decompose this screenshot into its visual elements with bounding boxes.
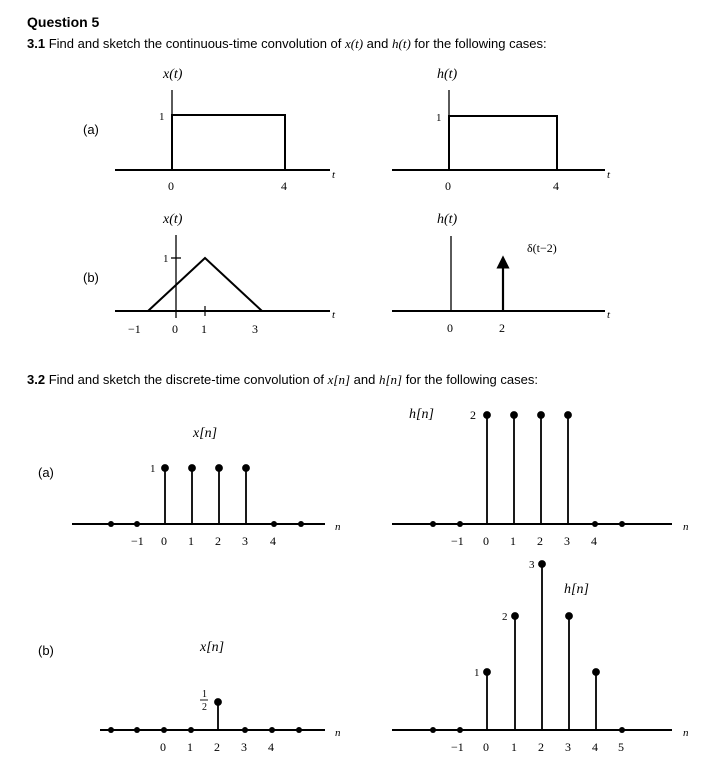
q31a-h-axis-label: t: [607, 169, 611, 181]
q32a-x-zero-sample: [298, 521, 304, 527]
q32b-x-tick-3: 3: [241, 740, 247, 754]
q31-text-after: for the following cases:: [414, 36, 547, 51]
q32b-x-tick-4: 4: [268, 740, 274, 754]
q32a-x-stem-dot: [189, 465, 195, 471]
q32b-h-amp-1: 1: [474, 667, 480, 679]
q32a-h-label: h[n]: [409, 407, 434, 422]
q32b-h-amp-3: 3: [529, 559, 535, 571]
q31b-h-tick-label-0: 0: [447, 321, 453, 335]
q32a-x-plot: [72, 426, 341, 548]
q32b-x-axis-label: n: [335, 727, 341, 739]
q31-case-a-label: (a): [83, 122, 99, 137]
q31b-x-label: x(t): [163, 212, 183, 227]
q31b-x-triangle: [148, 258, 262, 311]
q32b-x-zero-sample: [108, 727, 114, 733]
q32b-h-axis-label: n: [683, 727, 689, 739]
q32a-x-amp: 1: [150, 463, 156, 475]
q32b-x-zero-sample: [269, 727, 275, 733]
q32b-x-zero-sample: [296, 727, 302, 733]
q32b-h-stem-dot: [484, 669, 490, 675]
q32b-x-stem-group: [215, 699, 221, 730]
q31b-h-impulse-label: δ(t−2): [527, 241, 557, 255]
q31b-h-axis-label: t: [607, 309, 611, 321]
q32b-x-amp-num: 1: [202, 689, 207, 700]
q32b-h-plot: [392, 559, 689, 754]
q32b-h-tick-2: 2: [538, 740, 544, 754]
q31b-x-axis-label: t: [332, 309, 336, 321]
q31b-x-amp: 1: [163, 253, 169, 265]
q32a-x-tick-2: 2: [215, 534, 221, 548]
q32b-h-label: h[n]: [564, 582, 589, 597]
q31a-x-end: 4: [281, 179, 287, 193]
q31a-h-end: 4: [553, 179, 559, 193]
q32a-h-stem-dot: [511, 412, 517, 418]
q32a-h-zero-sample: [430, 521, 436, 527]
q32a-h-tick-2: 2: [537, 534, 543, 548]
q32a-x-tick-0: 0: [161, 534, 167, 548]
q32b-h-tick-4: 4: [592, 740, 598, 754]
q31-sig2: h(t): [392, 36, 411, 51]
q31b-h-label: h(t): [437, 212, 458, 227]
q32b-h-tick-m1: −1: [451, 740, 464, 754]
q31a-h-plot: [392, 67, 611, 193]
q31b-x-tick-label-m1: −1: [128, 322, 141, 336]
q32b-x-amp-den: 2: [202, 702, 207, 713]
q32a-h-stem-dot: [484, 412, 490, 418]
q32b-h-tick-0: 0: [483, 740, 489, 754]
q31a-x-start: 0: [168, 179, 174, 193]
q32a-h-zero-sample: [592, 521, 598, 527]
q32b-h-stem-dot: [593, 669, 599, 675]
q32b-h-zero-sample: [457, 727, 463, 733]
q31b-x-tick-label-3: 3: [252, 322, 258, 336]
q32a-h-amp: 2: [470, 408, 476, 422]
q31b-x-plot: [115, 212, 336, 336]
q31a-h-rect-pulse: [449, 116, 557, 170]
q32a-h-stem-dot: [565, 412, 571, 418]
q32b-x-zero-sample: [242, 727, 248, 733]
q32b-x-tick-0: 0: [160, 740, 166, 754]
q32b-x-tick-1: 1: [187, 740, 193, 754]
q32a-h-zero-sample: [619, 521, 625, 527]
q32b-x-stem-dot: [215, 699, 221, 705]
q32b-h-tick-5: 5: [618, 740, 624, 754]
q32a-h-tick-1: 1: [510, 534, 516, 548]
q31b-h-plot: [392, 212, 611, 335]
q32a-x-stem-dot: [162, 465, 168, 471]
q32a-x-label: x[n]: [193, 426, 218, 441]
q32a-x-stems: [162, 465, 249, 524]
q32a-h-tick-0: 0: [483, 534, 489, 548]
q31-col-x-label: x(t): [163, 67, 183, 82]
q32a-x-tick-1: 1: [188, 534, 194, 548]
q32a-x-tick-m1: −1: [131, 534, 144, 548]
q31-case-b-label: (b): [83, 270, 99, 285]
q32b-x-zero-sample: [188, 727, 194, 733]
q32b-h-stem-dot: [566, 613, 572, 619]
q31a-h-amp: 1: [436, 112, 442, 124]
q32b-h-zero-sample: [430, 727, 436, 733]
q32a-x-tick-3: 3: [242, 534, 248, 548]
q32b-h-tick-1: 1: [511, 740, 517, 754]
q32-text-before: Find and sketch the discrete-time convolution of: [48, 372, 325, 387]
q32a-h-stem-dot: [538, 412, 544, 418]
q32b-h-tick-3: 3: [565, 740, 571, 754]
q32b-h-amp-2: 2: [502, 611, 508, 623]
q31b-x-tick-label-1: 1: [201, 322, 207, 336]
q32a-x-zero-sample: [134, 521, 140, 527]
q31b-x-tick-label-0: 0: [172, 322, 178, 336]
q32b-x-tick-2: 2: [214, 740, 220, 754]
q32a-x-tick-4: 4: [270, 534, 276, 548]
q32a-h-stems: [484, 412, 571, 524]
question-heading: Question 5: [27, 14, 100, 30]
q32a-h-axis-label: n: [683, 521, 689, 533]
q31-text-before: Find and sketch the continuous-time convolution of: [48, 36, 342, 51]
q32b-x-label: x[n]: [200, 640, 225, 655]
q31-number: 3.1: [27, 36, 46, 51]
q32b-h-stem-dot: [512, 613, 518, 619]
q32a-x-stem-dot: [216, 465, 222, 471]
q32a-h-zero-sample: [457, 521, 463, 527]
q32-case-a-label: (a): [38, 465, 54, 480]
q31a-h-start: 0: [445, 179, 451, 193]
q32a-x-stem-dot: [243, 465, 249, 471]
q31b-h-tick-label-2: 2: [499, 321, 505, 335]
q32-number: 3.2: [27, 372, 46, 387]
q32a-h-tick-4: 4: [591, 534, 597, 548]
q31a-x-amp: 1: [159, 111, 165, 123]
q32b-h-zero-sample: [619, 727, 625, 733]
q32a-h-plot: [392, 407, 689, 548]
q32-sig1: x[n]: [327, 372, 351, 387]
q31-col-h-label: h(t): [437, 67, 458, 82]
q32b-x-plot: [100, 640, 341, 754]
q32-text-after: for the following cases:: [405, 372, 538, 387]
q31-sig1: x(t): [345, 36, 364, 51]
q32b-x-zero-sample: [161, 727, 167, 733]
q32a-h-tick-3: 3: [564, 534, 570, 548]
q31-and: and: [366, 36, 389, 51]
q31a-x-plot: [115, 67, 336, 193]
q32a-x-axis-label: n: [335, 521, 341, 533]
q32a-h-tick-m1: −1: [451, 534, 464, 548]
q31a-x-axis-label: t: [332, 169, 336, 181]
q32b-h-stem-dot: [539, 561, 545, 567]
q32-case-b-label: (b): [38, 643, 54, 658]
q32-sig2: h[n]: [378, 372, 403, 387]
q32a-x-zero-sample: [271, 521, 277, 527]
q32a-x-zero-sample: [108, 521, 114, 527]
q32b-x-zero-sample: [134, 727, 140, 733]
q32-and: and: [353, 372, 376, 387]
q31a-x-rect-pulse: [172, 115, 285, 170]
